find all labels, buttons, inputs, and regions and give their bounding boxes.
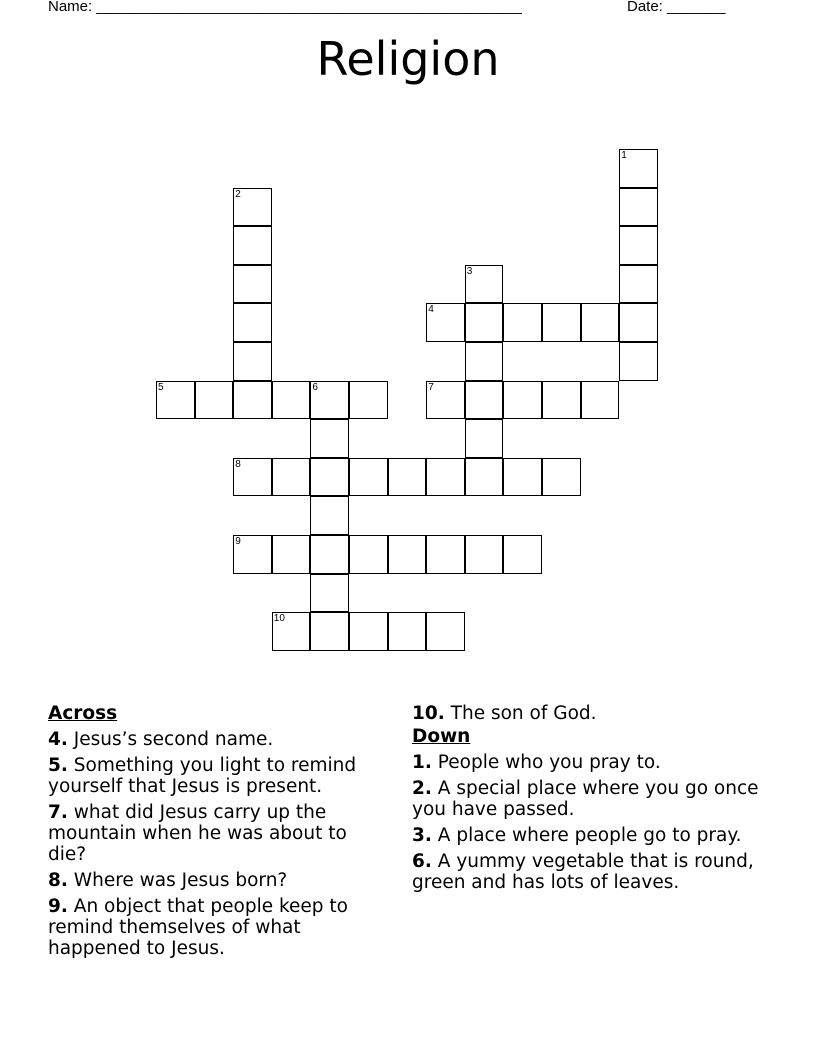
crossword-cell[interactable] [310,419,349,458]
crossword-cell[interactable] [619,188,658,227]
crossword-cell[interactable] [426,381,465,420]
clue-across-5: 5. Something you light to remind yourself that Jesus is present. [48,755,357,797]
clue-number: 7 [428,381,434,393]
crossword-cell[interactable] [272,381,311,420]
crossword-cell[interactable] [233,342,272,381]
crossword-cell[interactable] [542,458,581,497]
clue-across-9: 9. An object that people keep to remind themselves of what happened to Jesus. [48,896,348,959]
crossword-cell[interactable] [542,303,581,342]
across-heading: Across [48,703,118,724]
crossword-cell[interactable] [619,303,658,342]
clue-number: 10 [273,613,285,625]
clue-across-10: 10. The son of God. [412,703,597,724]
crossword-cell[interactable] [349,458,388,497]
crossword-cell[interactable] [426,612,465,651]
crossword-cell[interactable] [349,535,388,574]
crossword-cell[interactable] [503,458,542,497]
crossword-cell[interactable] [581,303,620,342]
crossword-cell[interactable] [156,381,195,420]
clue-across-8: 8. Where was Jesus born? [48,870,288,891]
crossword-cell[interactable] [465,419,504,458]
crossword-cell[interactable] [426,535,465,574]
crossword-cell[interactable] [465,458,504,497]
crossword-cell[interactable] [619,226,658,265]
crossword-cell[interactable] [619,149,658,188]
clues-column-left [48,703,383,964]
crossword-cell[interactable] [388,612,427,651]
date-field-label: Date: _______ [627,0,726,15]
clue-number: 6 [312,381,318,393]
clues-column-right [412,703,777,898]
clue-number: 3 [466,265,473,277]
crossword-cell[interactable] [503,381,542,420]
crossword-cell[interactable] [195,381,234,420]
clue-number: 9 [235,536,241,547]
clue-number: 8 [235,458,241,470]
crossword-cell[interactable] [503,303,542,342]
crossword-cell[interactable] [465,303,504,342]
crossword-cell[interactable] [465,342,504,381]
clue-across-7: 7. what did Jesus carry up the mountain when he was about to die? [48,802,347,865]
clue-down-3: 3. A place where people go to pray. [412,825,742,846]
crossword-cell[interactable] [310,496,349,535]
crossword-cell[interactable] [388,535,427,574]
crossword-cell[interactable] [272,612,311,651]
crossword-cell[interactable] [581,381,620,420]
crossword-cell[interactable] [233,303,272,342]
crossword-cell[interactable] [619,342,658,381]
crossword-cell[interactable] [349,381,388,420]
crossword-cell[interactable] [310,612,349,651]
crossword-cell[interactable] [272,458,311,497]
crossword-cell[interactable] [503,535,542,574]
crossword-cell[interactable] [233,188,272,227]
crossword-cell[interactable] [272,535,311,574]
crossword-cell[interactable] [233,458,272,497]
crossword-cell[interactable] [465,381,504,420]
crossword-cell[interactable] [310,574,349,613]
crossword-cell[interactable] [233,381,272,420]
down-heading: Down [412,726,471,747]
crossword-cell[interactable] [619,265,658,304]
crossword-cell[interactable] [465,535,504,574]
crossword-cell[interactable] [349,612,388,651]
name-field-label: Name: ___________________________________________________ [48,0,522,15]
crossword-cell[interactable] [465,265,504,304]
page-title: Religion [316,32,500,86]
clue-number: 4 [428,304,434,316]
crossword-cell[interactable] [310,381,349,420]
clue-down-6: 6. A yummy vegetable that is round, green and has lots of leaves. [412,851,754,893]
crossword-cell[interactable] [388,458,427,497]
crossword-cell[interactable] [233,226,272,265]
crossword-cell[interactable] [310,458,349,497]
clue-number: 1 [621,150,627,161]
crossword-cell[interactable] [310,535,349,574]
crossword-cell[interactable] [426,458,465,497]
crossword-cell[interactable] [426,303,465,342]
clue-number: 2 [235,188,241,200]
clue-across-4: 4. Jesus’s second name. [48,729,274,750]
crossword-cell[interactable] [233,535,272,574]
clue-down-1: 1. People who you pray to. [412,752,661,773]
crossword-cell[interactable] [542,381,581,420]
clue-number: 5 [158,381,164,393]
clue-down-2: 2. A special place where you go once you have passed. [412,778,759,820]
crossword-cell[interactable] [233,265,272,304]
